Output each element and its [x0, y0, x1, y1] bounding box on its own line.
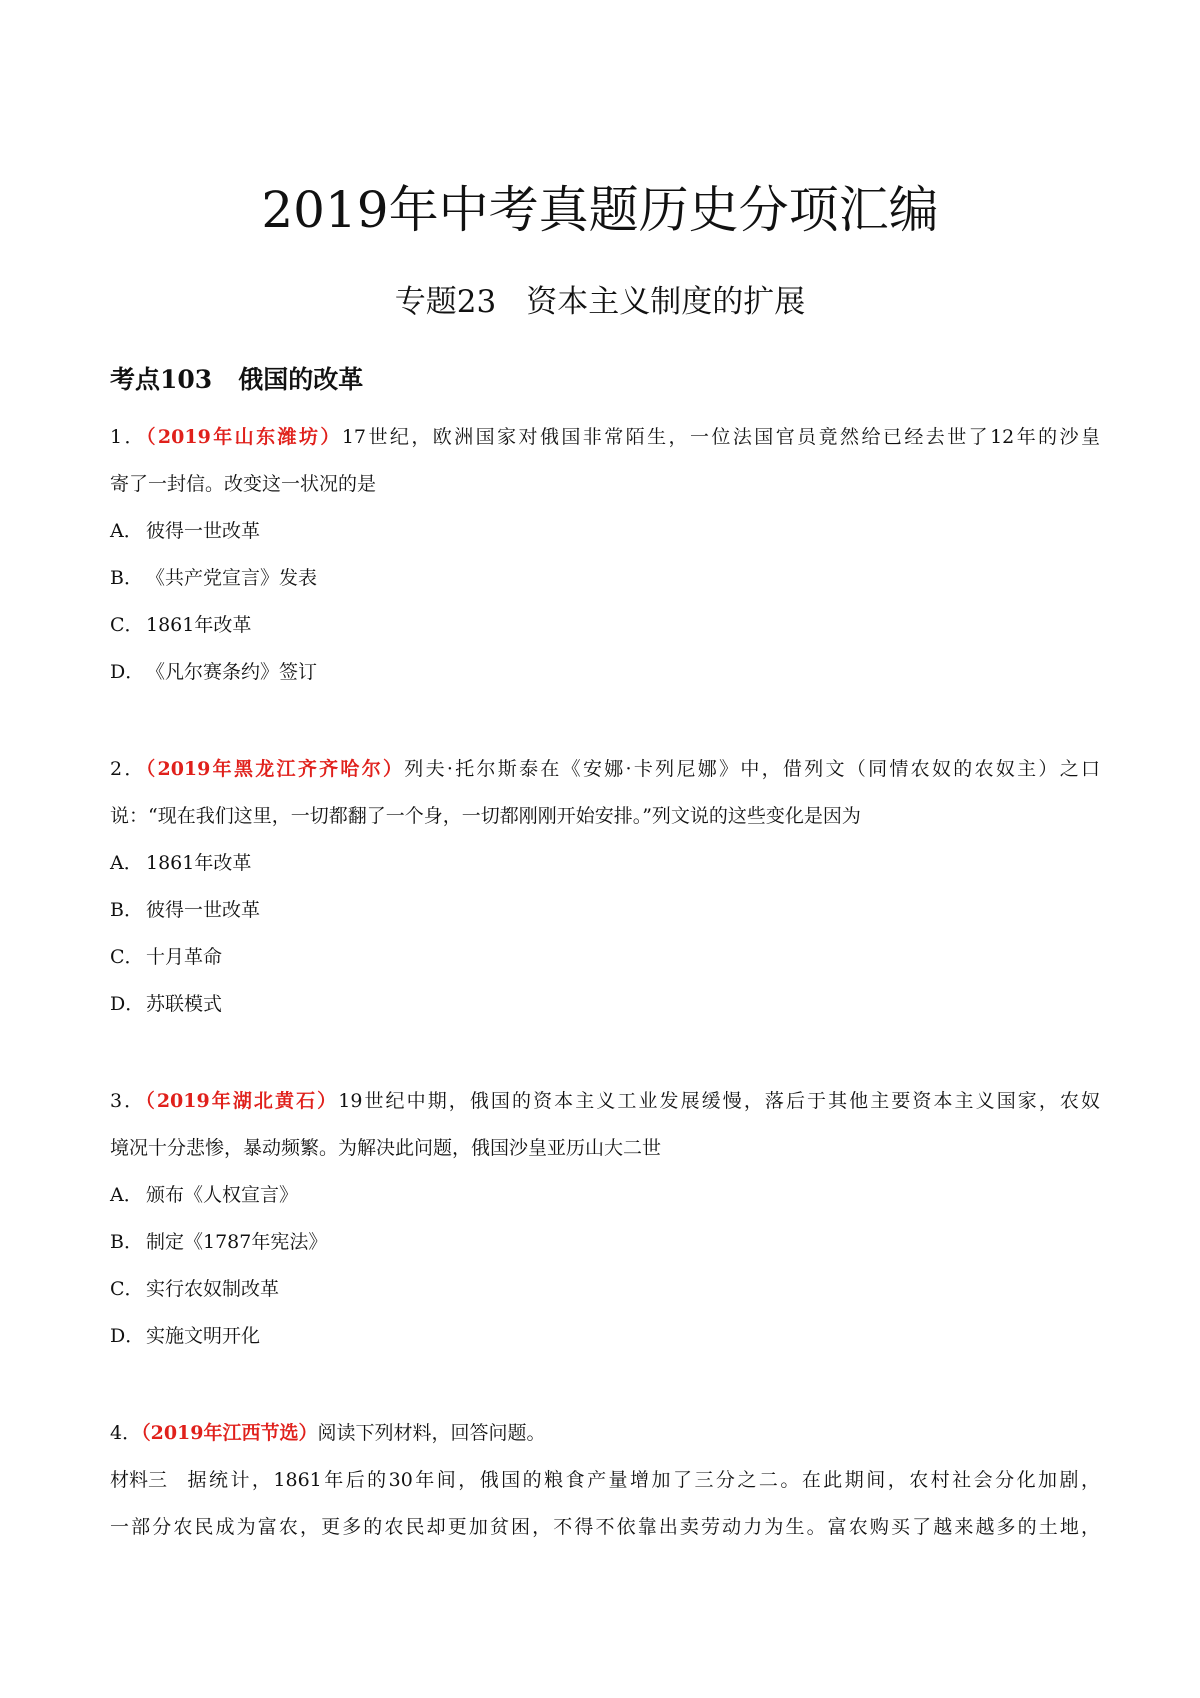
question-3: [110, 1078, 1100, 1360]
question-number: 4．: [110, 1422, 142, 1444]
option-c: [110, 934, 1100, 981]
section-name: 俄国的改革: [238, 365, 364, 394]
question-stem-line: 境况十分悲惨，暴动频繁。为解决此问题，俄国沙皇亚历山大二世: [110, 1137, 662, 1159]
question-text: 19世纪中期，俄国的资本主义工业发展缓慢，落后于其他主要资本主义国家，农奴: [338, 1090, 1101, 1112]
section-number: 考点103: [110, 365, 213, 394]
question-text: 17世纪，欧洲国家对俄国非常陌生，一位法国官员竟然给已经去世了12年的沙皇: [341, 426, 1101, 448]
option-letter: C．: [110, 946, 144, 968]
question-source: （2019年山东潍坊）: [145, 426, 342, 448]
option-text: 十月革命: [146, 946, 223, 968]
question-text: 阅读下列材料，回答问题。: [317, 1422, 546, 1444]
material-label: 材料三: [110, 1469, 168, 1491]
option-text: 《共产党宣言》发表: [146, 567, 318, 589]
section-heading: [110, 362, 363, 398]
option-a: [110, 508, 1100, 555]
option-text: 彼得一世改革: [146, 520, 261, 542]
option-d: [110, 1313, 1100, 1360]
option-b: [110, 1219, 1100, 1266]
question-source: （2019年湖北黄石）: [145, 1090, 339, 1112]
question-source: （2019年黑龙江齐齐哈尔）: [145, 758, 405, 780]
option-c: [110, 1266, 1100, 1313]
option-letter: D．: [110, 1325, 145, 1347]
question-stem-line: [110, 1410, 1100, 1457]
chapter-name: 资本主义制度的扩展: [526, 284, 806, 320]
question-2: [110, 746, 1100, 1028]
option-text: 1861年改革: [146, 852, 252, 874]
option-text: 《凡尔赛条约》签订: [146, 661, 318, 683]
option-text: 实施文明开化: [146, 1325, 261, 1347]
question-number: 3．: [110, 1090, 146, 1112]
option-letter: D．: [110, 993, 145, 1015]
option-text: 颁布《人权宣言》: [146, 1184, 299, 1206]
option-a: [110, 1172, 1100, 1219]
option-b: [110, 555, 1100, 602]
option-b: [110, 887, 1100, 934]
option-letter: B．: [110, 567, 143, 589]
page-title: 2019年中考真题历史分项汇编: [261, 181, 939, 239]
option-letter: C．: [110, 614, 144, 636]
question-stem-line: [110, 1078, 1100, 1125]
option-text: 实行农奴制改革: [146, 1278, 280, 1300]
option-letter: B．: [110, 899, 143, 921]
option-letter: D．: [110, 661, 145, 683]
question-stem-line: [110, 414, 1100, 461]
question-4: [110, 1410, 1100, 1551]
option-d: [110, 981, 1100, 1028]
option-letter: A．: [110, 852, 143, 874]
option-text: 1861年改革: [146, 614, 252, 636]
option-d: [110, 649, 1100, 696]
material-line: 一部分农民成为富农，更多的农民却更加贫困，不得不依靠出卖劳动力为生。富农购买了越来越多的土地，: [110, 1516, 1100, 1538]
chapter-subtitle: [0, 280, 1200, 324]
question-number: 1．: [110, 426, 146, 448]
material-text: 据统计，1861年后的30年间，俄国的粮食产量增加了三分之二。在此期间，农村社会分化加剧，: [185, 1469, 1100, 1491]
question-1: [110, 414, 1100, 696]
option-letter: C．: [110, 1278, 144, 1300]
chapter-number: 专题23: [394, 284, 497, 320]
option-text: 彼得一世改革: [146, 899, 261, 921]
option-c: [110, 602, 1100, 649]
question-stem-line: 寄了一封信。改变这一状况的是: [110, 473, 377, 495]
material-line: [110, 1457, 1100, 1504]
question-stem-line: 说：“现在我们这里，一切都翻了一个身，一切都刚刚开始安排。”列文说的这些变化是因为: [110, 805, 861, 827]
option-text: 制定《1787年宪法》: [146, 1231, 328, 1253]
question-stem-line: [110, 746, 1100, 793]
option-letter: A．: [110, 520, 143, 542]
option-letter: A．: [110, 1184, 143, 1206]
option-text: 苏联模式: [146, 993, 223, 1015]
question-source: （2019年江西节选）: [141, 1422, 318, 1444]
question-text: 列夫·托尔斯泰在《安娜·卡列尼娜》中，借列文（同情农奴的农奴主）之口: [404, 758, 1100, 780]
question-number: 2．: [110, 758, 146, 780]
option-letter: B．: [110, 1231, 143, 1253]
option-a: [110, 840, 1100, 887]
